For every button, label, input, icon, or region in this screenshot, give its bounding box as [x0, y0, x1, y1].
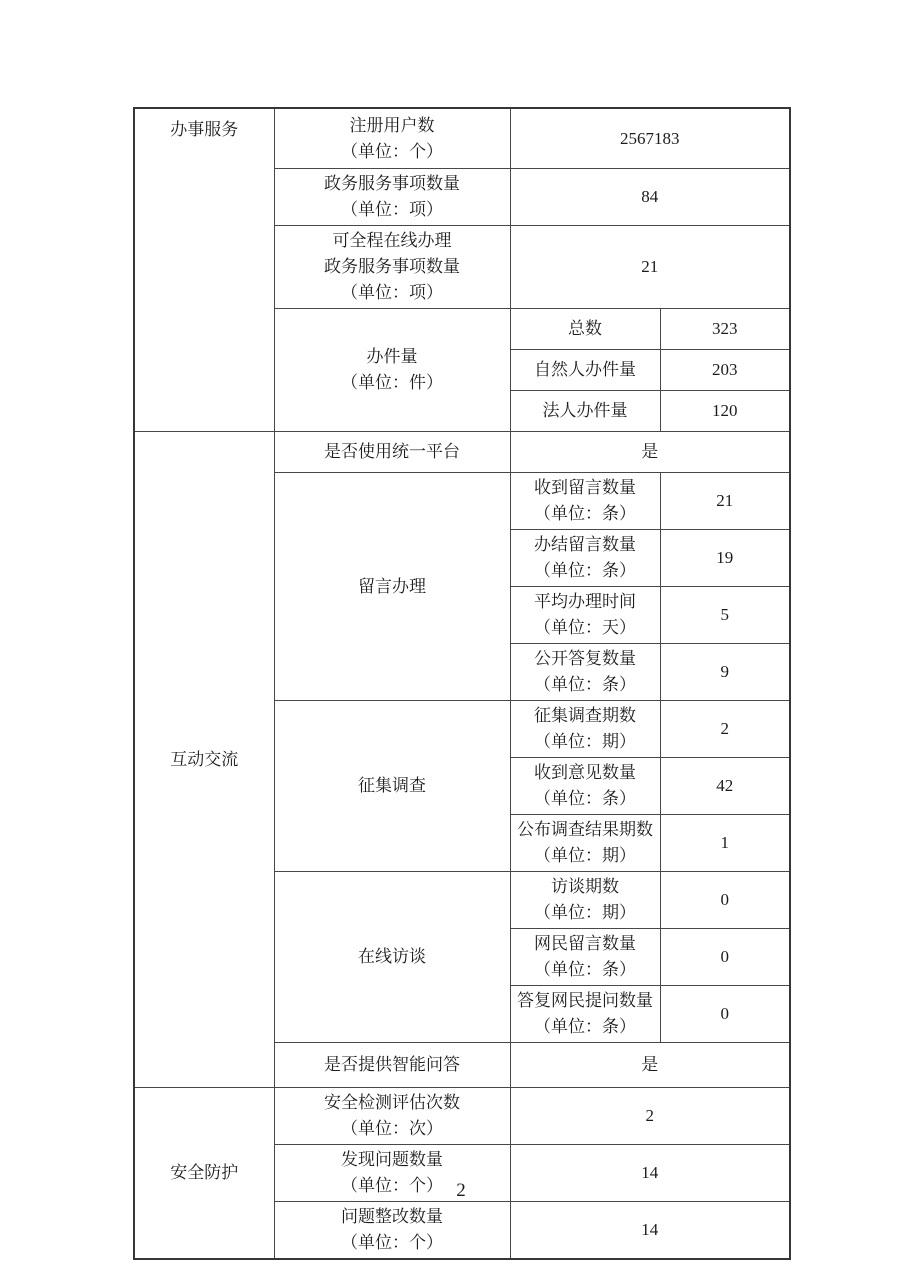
category-label: 办事服务 — [170, 120, 239, 139]
messages-completed-value-cell: 19 — [660, 530, 790, 587]
security-assessments-value-cell: 2 — [510, 1088, 790, 1145]
issues-found-label-cell: 发现问题数量 （单位：个） — [274, 1145, 510, 1202]
cases-total-value-cell: 323 — [660, 309, 790, 350]
table-row — [134, 432, 790, 473]
security-assessments-label-cell: 安全检测评估次数 （单位：次） — [274, 1088, 510, 1145]
survey-periods-label-cell: 征集调查期数 （单位：期） — [510, 701, 660, 758]
online-service-items-value-cell: 21 — [510, 226, 790, 309]
issues-fixed-label-cell: 问题整改数量 （单位：个） — [274, 1202, 510, 1260]
public-replies-value-cell: 9 — [660, 644, 790, 701]
issues-found-value-cell: 14 — [510, 1145, 790, 1202]
table-row — [134, 108, 790, 169]
smart-qa-label-cell: 是否提供智能问答 — [274, 1043, 510, 1088]
messages-received-label-cell: 收到留言数量 （单位：条） — [510, 473, 660, 530]
cases-natural-person-value-cell: 203 — [660, 350, 790, 391]
smart-qa-value-cell: 是 — [510, 1043, 790, 1088]
opinions-received-label-cell: 收到意见数量 （单位：条） — [510, 758, 660, 815]
category-label: 互动交流 — [170, 749, 239, 769]
survey-periods-value-cell: 2 — [660, 701, 790, 758]
unified-platform-label-cell: 是否使用统一平台 — [274, 432, 510, 473]
messages-received-value-cell: 21 — [660, 473, 790, 530]
online-service-items-label-cell: 可全程在线办理 政务服务事项数量 （单位：项） — [274, 226, 510, 309]
unified-platform-value-cell: 是 — [510, 432, 790, 473]
page-number: 2 — [456, 1180, 466, 1201]
opinions-received-value-cell: 42 — [660, 758, 790, 815]
survey-results-value-cell: 1 — [660, 815, 790, 872]
cases-natural-person-label-cell: 自然人办件量 — [510, 350, 660, 391]
cases-total-label-cell: 总数 — [510, 309, 660, 350]
message-handling-label-cell: 留言办理 — [274, 473, 510, 701]
interview-periods-label-cell: 访谈期数 （单位：期） — [510, 872, 660, 929]
survey-label-cell: 征集调查 — [274, 701, 510, 872]
cases-handled-label-cell: 办件量 （单位：件） — [274, 309, 510, 432]
table-row — [134, 1088, 790, 1145]
service-items-value-cell: 84 — [510, 169, 790, 226]
issues-fixed-value-cell: 14 — [510, 1202, 790, 1260]
messages-completed-label-cell: 办结留言数量 （单位：条） — [510, 530, 660, 587]
category-label: 安全防护 — [170, 1163, 239, 1182]
avg-handling-time-value-cell: 5 — [660, 587, 790, 644]
category-cell-service-handling — [134, 108, 274, 432]
interview-label-cell: 在线访谈 — [274, 872, 510, 1043]
netizen-replies-label-cell: 答复网民提问数量 （单位：条） — [510, 986, 660, 1043]
registered-users-label-cell: 注册用户数 （单位：个） — [274, 108, 510, 169]
service-items-label-cell: 政务服务事项数量 （单位：项） — [274, 169, 510, 226]
netizen-replies-value-cell: 0 — [660, 986, 790, 1043]
interview-periods-value-cell: 0 — [660, 872, 790, 929]
registered-users-value-cell: 2567183 — [510, 108, 790, 169]
category-cell-security — [134, 1088, 274, 1260]
public-replies-label-cell: 公开答复数量 （单位：条） — [510, 644, 660, 701]
category-cell-interaction — [134, 432, 274, 1088]
netizen-messages-value-cell: 0 — [660, 929, 790, 986]
avg-handling-time-label-cell: 平均办理时间 （单位：天） — [510, 587, 660, 644]
cases-legal-person-value-cell: 120 — [660, 391, 790, 432]
report-table — [133, 107, 791, 1260]
cases-legal-person-label-cell: 法人办件量 — [510, 391, 660, 432]
survey-results-label-cell: 公布调查结果期数 （单位：期） — [510, 815, 660, 872]
netizen-messages-label-cell: 网民留言数量 （单位：条） — [510, 929, 660, 986]
